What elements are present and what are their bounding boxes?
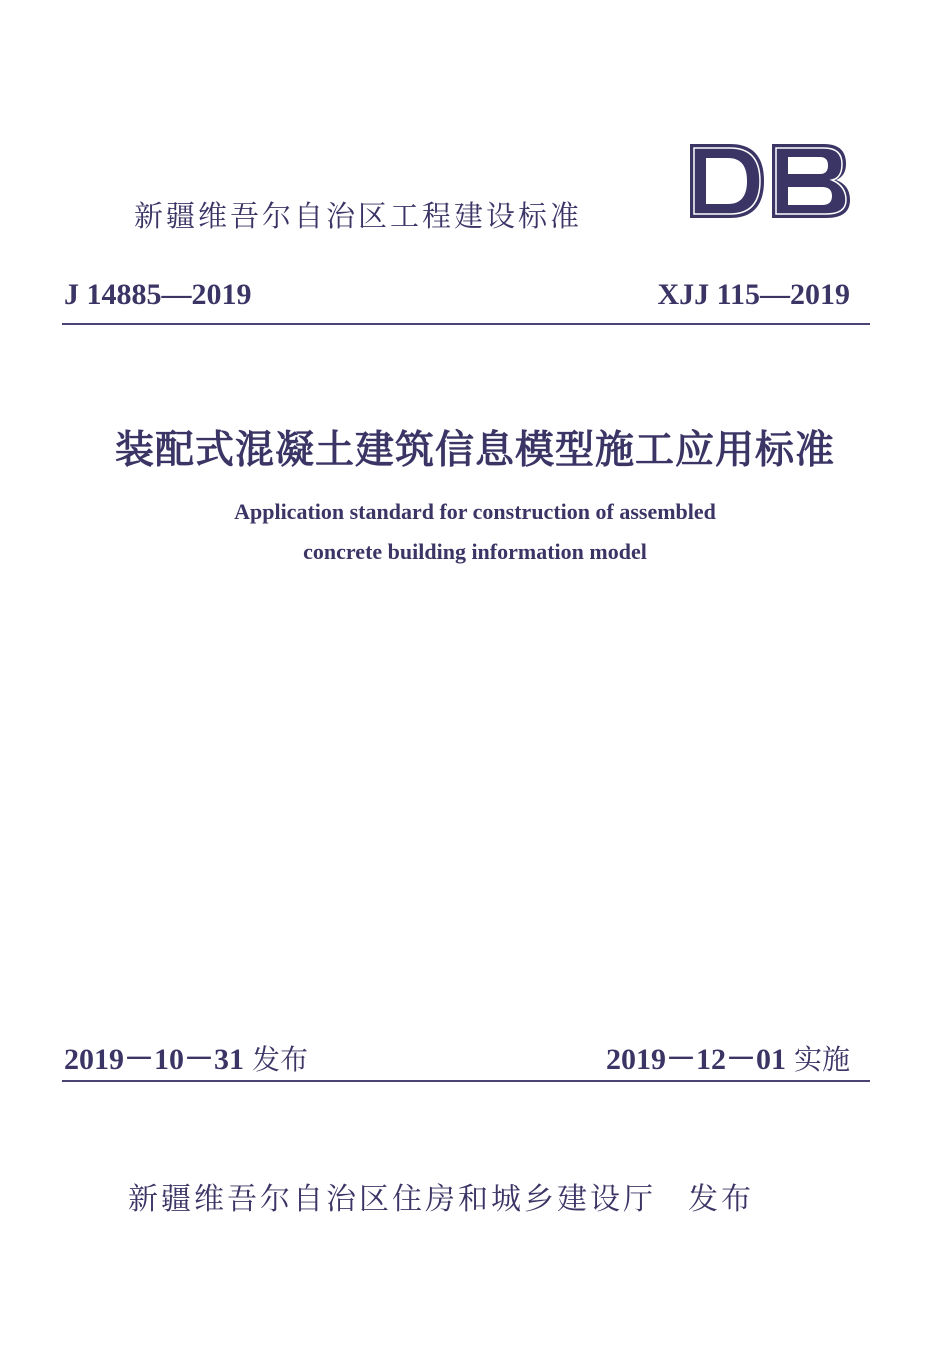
db-logo-d [690, 144, 764, 218]
bottom-divider [62, 1080, 870, 1082]
title-chinese: 装配式混凝土建筑信息模型施工应用标准 [114, 427, 835, 473]
title-english-line-2: concrete building information model [303, 539, 647, 564]
db-logo-b [772, 144, 850, 218]
publisher-action: 发布 [688, 1182, 754, 1217]
series-title: 新疆维吾尔自治区工程建设标准 [134, 199, 583, 233]
top-divider [62, 323, 870, 325]
issue-label: 发布 [252, 1043, 309, 1076]
issue-date: 2019－10－31 [64, 1043, 244, 1076]
record-number: J 14885—2019 [64, 278, 252, 311]
standard-number: XJJ 115—2019 [657, 278, 850, 311]
title-english-line-1: Application standard for construction of assembled [234, 499, 716, 524]
publisher-name: 新疆维吾尔自治区住房和城乡建设厅 [128, 1182, 656, 1217]
effective-date-block [606, 1034, 850, 1078]
publisher-block [128, 1174, 754, 1218]
effective-label: 实施 [793, 1043, 850, 1076]
issue-date-block [64, 1034, 308, 1078]
db-logo [686, 140, 854, 222]
effective-date: 2019－12－01 [605, 1043, 786, 1076]
